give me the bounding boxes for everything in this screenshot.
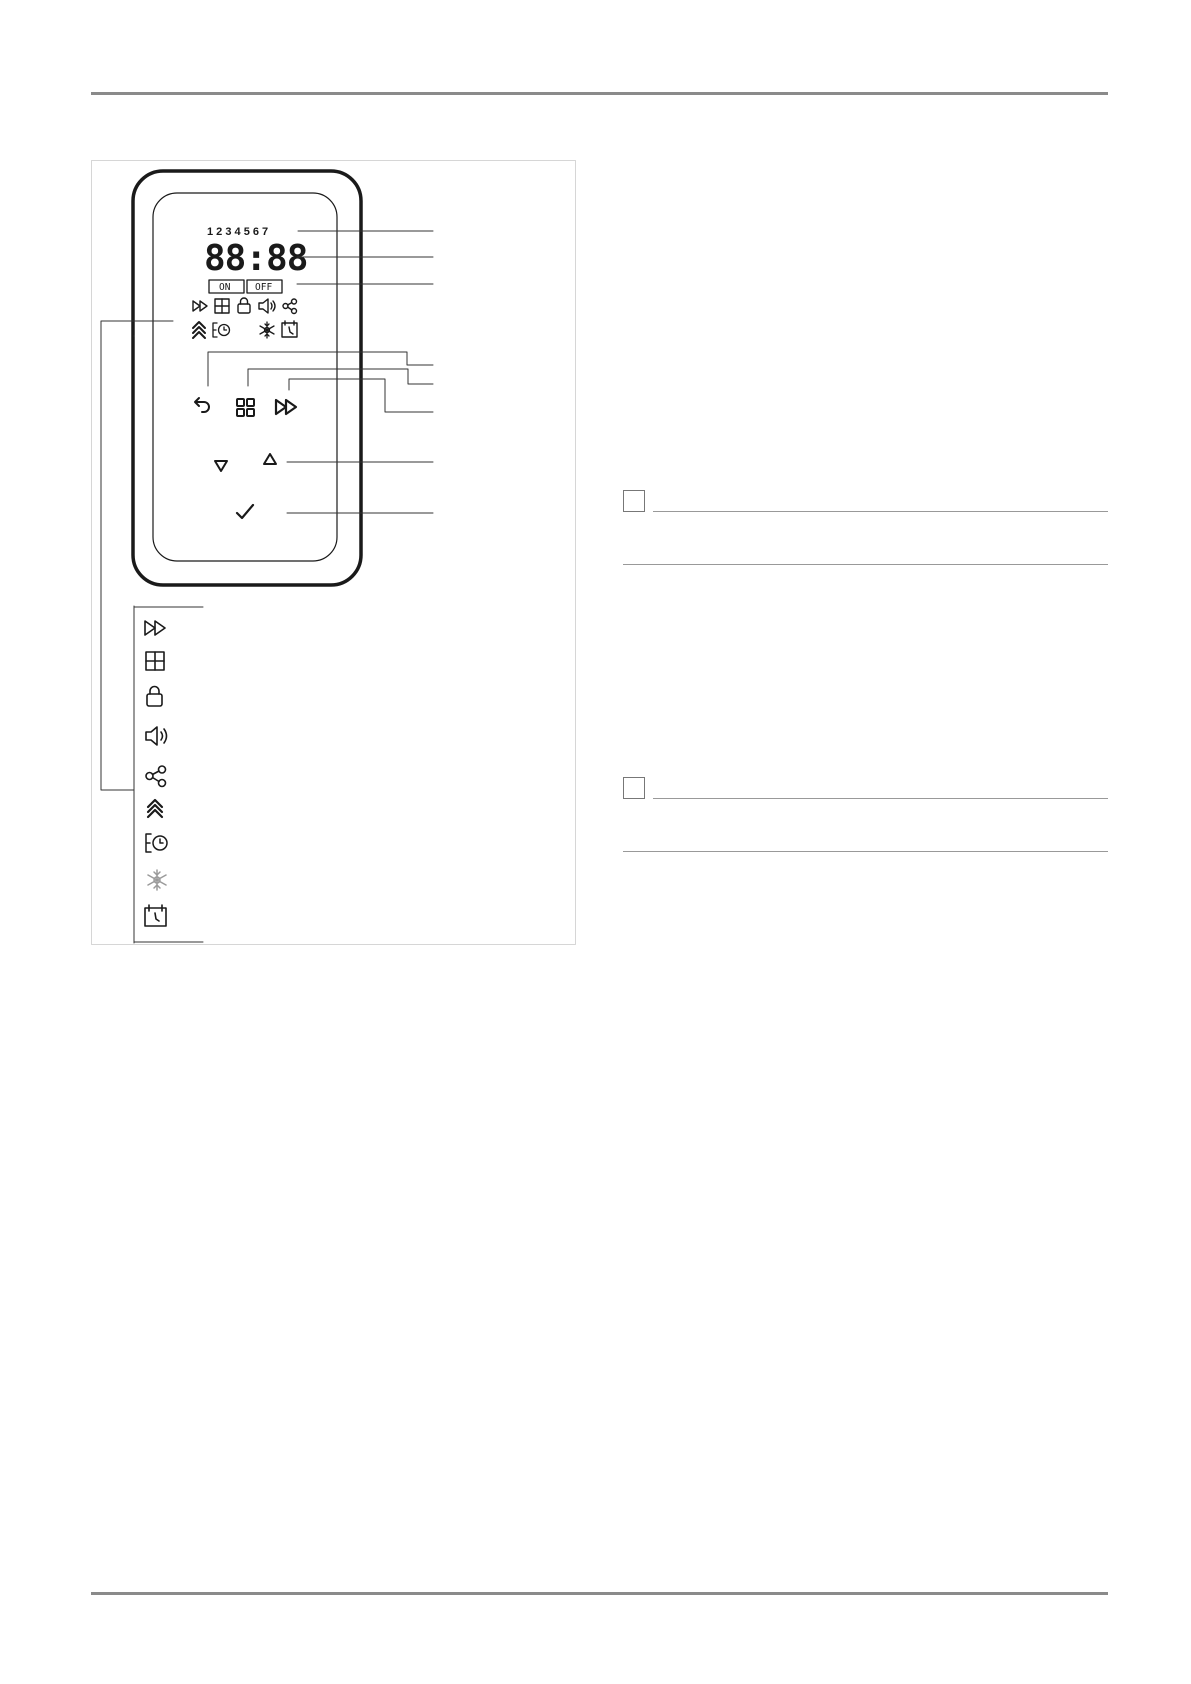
on-label: ON (219, 282, 231, 293)
legend-chevrons-up-icon (148, 800, 162, 817)
calendar-clock-icon (282, 321, 297, 337)
legend-lock-icon (147, 687, 162, 707)
legend-bracket (101, 321, 203, 943)
legend-share-icon (146, 766, 166, 787)
chevrons-up-icon (193, 322, 205, 338)
off-label: OFF (255, 282, 273, 293)
legend-calendar-clock-icon (145, 905, 166, 926)
check-icon[interactable] (237, 505, 253, 518)
figure-frame (92, 161, 576, 945)
day-numbers: 1 2 3 4 5 6 7 (207, 226, 269, 238)
down-triangle-icon[interactable] (215, 461, 227, 471)
note-block-2 (623, 777, 1108, 857)
fast-forward-button-icon[interactable] (276, 400, 296, 414)
time-digits: 88:88 (204, 238, 308, 279)
fast-forward-icon (193, 301, 207, 311)
legend-speaker-icon (146, 727, 167, 745)
note-top-line-2 (653, 798, 1108, 799)
legend-fast-forward-icon (145, 621, 165, 635)
legend-eco-clock-icon (146, 834, 167, 852)
snowflake-icon (260, 322, 274, 338)
legend-grid-icon (146, 652, 164, 670)
menu-grid-icon[interactable] (237, 399, 254, 416)
back-icon[interactable] (195, 398, 209, 412)
grid-icon (215, 299, 229, 313)
eco-clock-icon (213, 323, 230, 337)
note-top-line-1 (653, 511, 1108, 512)
note-block-1 (623, 490, 1108, 570)
share-icon (283, 299, 297, 314)
lock-icon (238, 298, 250, 313)
legend-snowflake-icon (148, 870, 166, 890)
note-bottom-line-2 (623, 851, 1108, 852)
note-checkbox-1 (623, 490, 645, 512)
speaker-icon (259, 299, 275, 313)
up-triangle-icon[interactable] (264, 454, 276, 464)
note-checkbox-2 (623, 777, 645, 799)
note-bottom-line-1 (623, 564, 1108, 565)
